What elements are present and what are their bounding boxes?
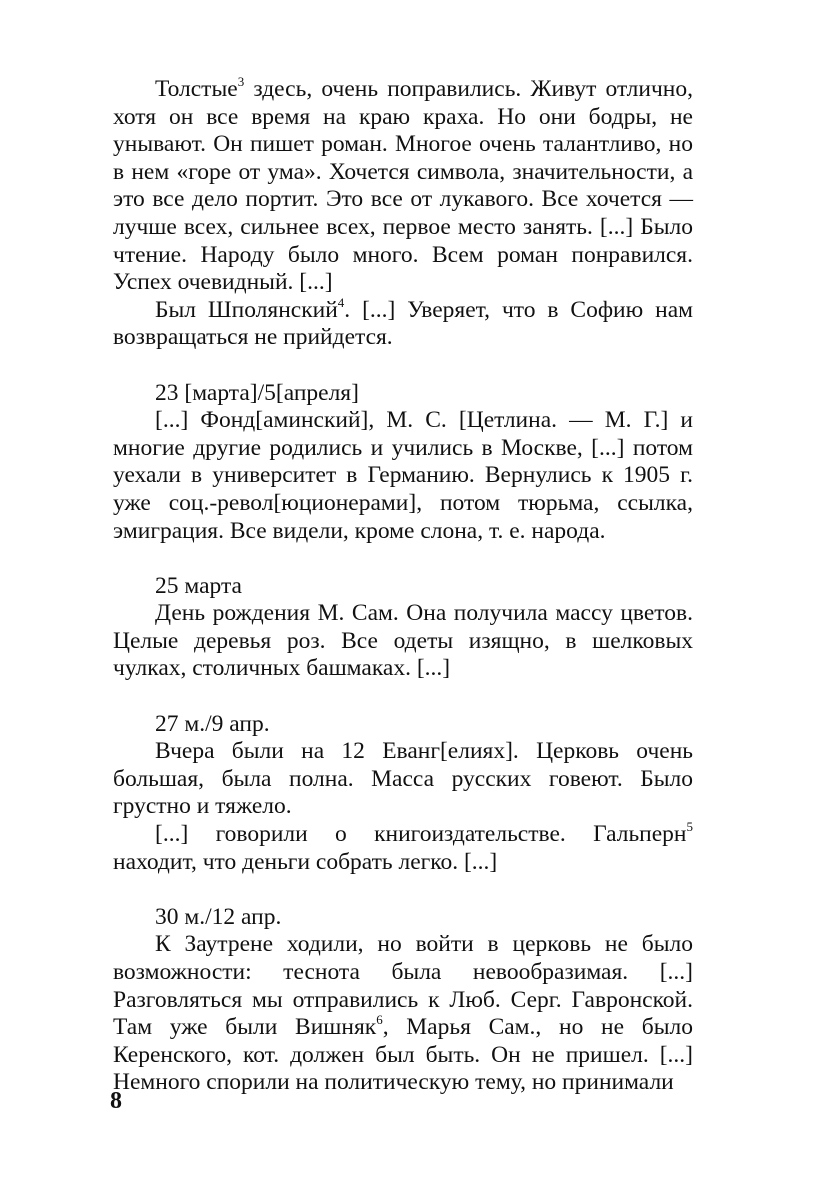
entry-date: 25 марта: [155, 572, 242, 599]
entry-date: 27 м./9 апр.: [155, 710, 270, 737]
paragraph-text: здесь, очень поправились. Живут отлично, хотя он все время на краю краха. Но они бодры, не унывают. Он пишет роман. Многое очень талантливо, но в нем «горе от ума». Хочется символа, значительности, а это все дело портит. Это все от лукавого. Все хочется — лучше всех, сильнее всех, первое место занять. [...] Было чтение. Народу было много. Всем роман понравился. Успех очевидный. [...]: [113, 76, 693, 296]
paragraph: [113, 821, 693, 876]
entry-date: 30 м./12 апр.: [155, 903, 282, 930]
paragraph: [113, 294, 693, 352]
entry-gap: [113, 545, 693, 573]
footnote-ref: 4: [337, 294, 345, 310]
footnote-ref: 5: [686, 819, 693, 835]
paragraph: [113, 76, 693, 297]
paragraph-text: . [...] Уверяет, что в Софию нам возвращаться не прийдется.: [113, 296, 693, 351]
paragraph: [113, 931, 693, 1097]
page-number: 8: [110, 1088, 122, 1114]
paragraph-text: Был Шполянский: [155, 296, 338, 323]
entry-gap: [113, 683, 693, 711]
footnote-ref: 6: [376, 1012, 383, 1028]
paragraph: День рождения М. Сам. Она получила массу цветов. Целые деревья роз. Все одеты изящно, в шелковых чулках, столичных башмаках. [...]: [113, 600, 693, 682]
paragraph-text: , Марья Сам., но не было Керенского, кот. должен был быть. Он не пришел. [...] Немного спорили на политическую тему, но принимали: [113, 1014, 693, 1096]
footnote-ref: 3: [237, 74, 245, 89]
entry-gap: [113, 876, 693, 904]
paragraph-text: Толстые: [155, 76, 238, 102]
paragraph: [...] Фонд[аминский], М. С. [Цетлина. — М. Г.] и многие другие родились и учились в Москве, [...] потом уехали в университет в Германию. Вернулись к 1905 г. уже соц.-револ[юционерами], потом тюрьма, ссылка, эмиграция. Все видели, кроме слона, т. е. народа.: [113, 407, 693, 544]
paragraph-text: К Заутрене ходили, но войти в церковь не было возможности: теснота была невообразимая. [...] Разговляться мы отправились к Люб. Серг. Гавронской. Там уже были Вишняк: [113, 931, 693, 1041]
paragraph: Вчера были на 12 Еванг[елиях]. Церковь очень большая, была полна. Масса русских говеют. Было грустно и тяжело.: [113, 738, 693, 820]
paragraph-text: [...] говорили о книгоиздательстве. Гальперн: [155, 821, 687, 848]
entry-date: 23 [марта]/5[апреля]: [155, 379, 359, 406]
entry-gap: [113, 352, 693, 380]
paragraph-text: находит, что деньги собрать легко. [...]: [113, 848, 498, 875]
document-page: [113, 76, 693, 1097]
